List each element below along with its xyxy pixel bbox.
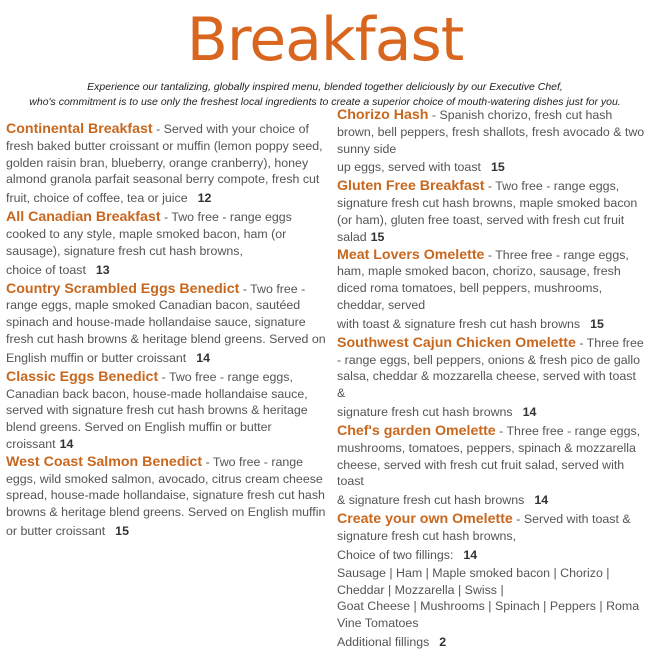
menu-item-chefs-garden	[337, 423, 645, 510]
left-column	[6, 121, 332, 542]
menu-item-all-canadian	[6, 209, 332, 279]
item-name: All Canadian Breakfast	[6, 209, 161, 226]
item-description-tail: with toast & signature fresh cut hash browns	[337, 316, 581, 331]
item-price: 15	[115, 523, 129, 538]
menu-item-classic-benedict	[6, 369, 332, 453]
item-name: Create your own Omelette	[337, 511, 513, 528]
additional-fillings-label: Additional fillings	[337, 634, 430, 649]
item-description-tail: English muffin or butter croissant	[6, 350, 187, 365]
item-name: Classic Eggs Benedict	[6, 368, 159, 385]
additional-fillings-price: 2	[439, 634, 447, 649]
fillings-list-2: Goat Cheese | Mushrooms | Spinach | Peppers | Roma Vine Tomatoes	[337, 599, 640, 631]
item-description: - Two free - range eggs cooked to any style, maple smoked bacon, ham (or sausage), signature fresh cut hash browns,	[6, 210, 292, 258]
item-price: 14	[59, 436, 74, 451]
fillings-list-1: Sausage | Ham | Maple smoked bacon | Chorizo | Cheddar | Mozzarella | Swiss |	[337, 565, 610, 597]
item-description: - Three free - range eggs, mushrooms, tomatoes, peppers, spinach & mozzarella cheese, served with fresh cut fruit salad, served with toast	[337, 423, 641, 489]
item-description: - Served with toast & signature fresh cut hash browns,	[337, 512, 631, 543]
intro-line-2: who's commitment is to use only the freshest local ingredients to create a superior choice of mouth-watering dishes just for you.	[29, 96, 621, 108]
menu-item-create-own-omelette	[337, 511, 645, 652]
item-description: - Three free - range eggs, ham, maple smoked bacon, chorizo, sausage, fresh diced roma tomatoes, bell peppers, mushrooms, cheddar, served	[337, 247, 629, 312]
item-name: Country Scrambled Eggs Benedict	[6, 280, 240, 297]
item-price: 13	[95, 262, 110, 277]
item-description-tail: fruit, choice of coffee, tea or juice	[6, 191, 188, 206]
item-name: Chorizo Hash	[337, 107, 429, 123]
item-price: 14	[522, 404, 537, 419]
item-description-tail: choice of toast	[6, 262, 86, 277]
choice-label: Choice of two fillings:	[337, 547, 454, 562]
item-description: - Three free - range eggs, bell peppers, onions & fresh pico de gallo salsa, cheddar & mozzarella cheese, served with toast &	[337, 335, 644, 401]
item-price: 15	[590, 316, 604, 331]
intro-line-1: Experience our tantalizing, globally inspired menu, blended together deliciously by our Executive Chef,	[87, 81, 563, 93]
item-description-tail: up eggs, served with toast	[337, 160, 481, 175]
item-price: 14	[463, 547, 478, 562]
right-column	[337, 107, 645, 653]
menu-item-gluten-free	[337, 178, 645, 245]
item-name: Meat Lovers Omelette	[337, 246, 485, 263]
item-description: - Two free - range eggs, signature fresh cut hash browns, maple smoked bacon (or ham), gluten free toast, served with fresh cut fruit salad	[337, 179, 638, 244]
item-description: - Spanish chorizo, fresh cut hash brown, bell peppers, fresh shallots, fresh avocado & two sunny side	[337, 108, 645, 156]
item-price: 14	[196, 350, 211, 365]
item-description: - Two free - range eggs, Canadian back bacon, house-made hollandaise sauce, served with signature fresh cut hash browns & heritage blend greens. Served on English muffin or butter croissant	[6, 369, 308, 451]
item-name: Chef's garden Omelette	[337, 422, 496, 439]
item-name: West Coast Salmon Benedict	[6, 453, 203, 470]
page-title: Breakfast	[186, 5, 464, 75]
item-description-tail: or butter croissant	[6, 523, 106, 538]
menu-item-west-coast-salmon	[6, 454, 332, 541]
item-description: - Two free - range eggs, wild smoked salmon, avocado, citrus cream cheese spread, house-made hollandaise, signature fresh cut hash browns & heritage blend greens. Served on English muffin	[6, 454, 326, 520]
menu-item-chorizo-hash	[337, 107, 645, 177]
menu-item-country-benedict	[6, 281, 332, 368]
menu-item-southwest-cajun	[337, 335, 645, 422]
item-name: Continental Breakfast	[6, 121, 153, 137]
item-name: Southwest Cajun Chicken Omelette	[337, 334, 576, 351]
item-name: Gluten Free Breakfast	[337, 178, 485, 195]
item-description: - Served with your choice of fresh baked butter croissant or muffin (lemon poppy seed, golden raisin bran, blueberry, orange cranberry), honey almond granola parfait seasonal berry compote, fresh cut	[6, 122, 323, 187]
item-price: 15	[370, 229, 385, 244]
intro-text	[0, 80, 650, 110]
item-description-tail: signature fresh cut hash browns	[337, 404, 513, 419]
item-price: 15	[490, 160, 505, 175]
item-price: 14	[534, 493, 549, 508]
menu-item-continental	[6, 121, 332, 208]
item-price: 12	[197, 191, 212, 206]
menu-item-meat-lovers	[337, 247, 645, 334]
item-description: - Two free - range eggs, maple smoked Canadian bacon, sautéed spinach and house-made hollandaise sauce, signature fresh cut hash browns & heritage blend greens. Served on	[6, 281, 326, 346]
item-description-tail: & signature fresh cut hash browns	[337, 493, 525, 508]
